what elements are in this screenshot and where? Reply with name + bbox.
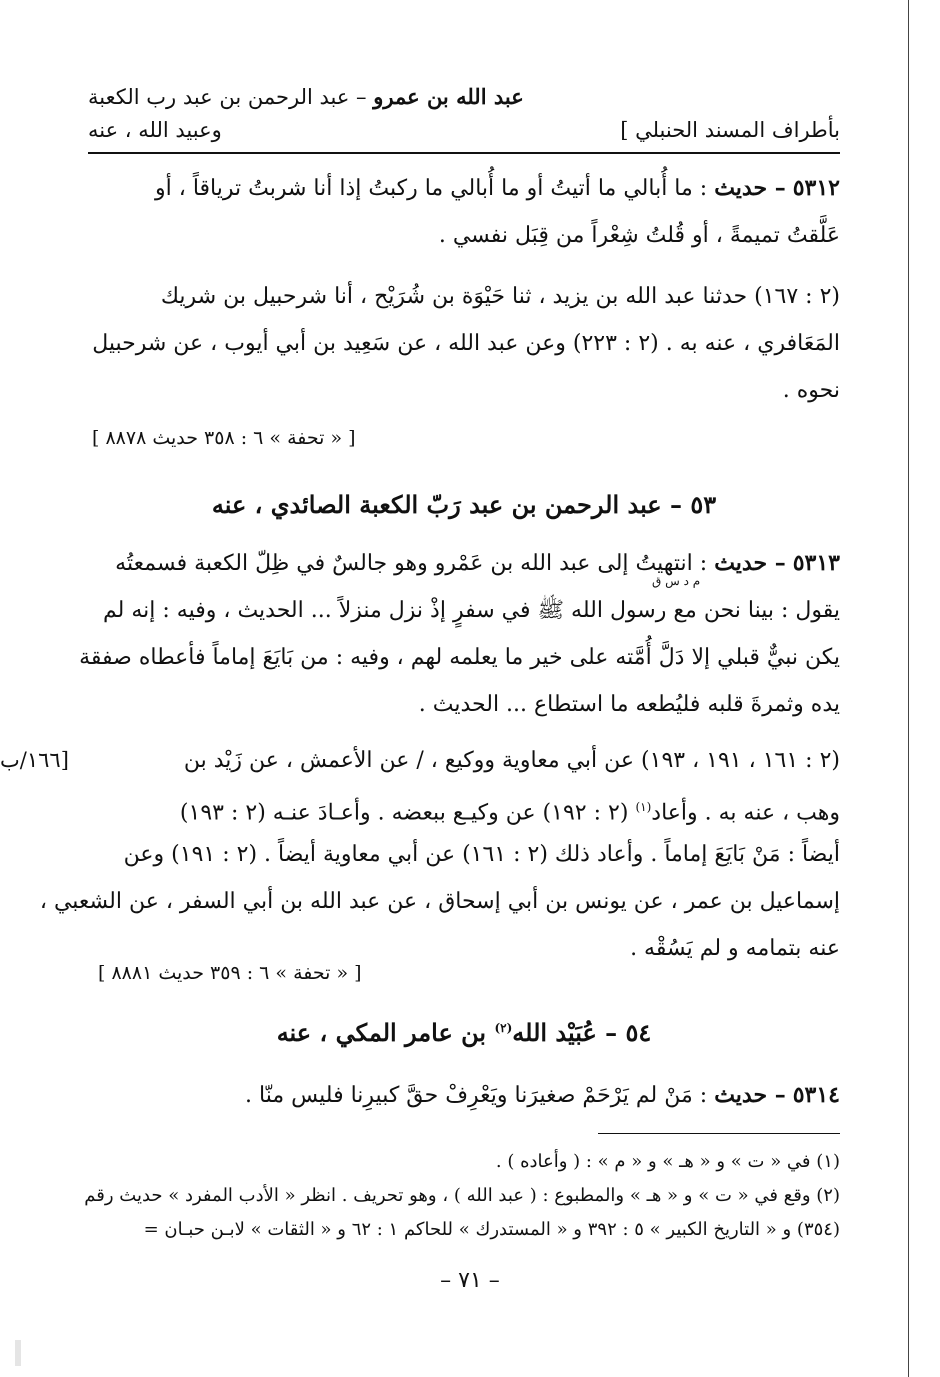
hadith-5312 [88, 165, 840, 259]
hadith-text: : مَنْ لم يَرْحَمْ صغيرَنا ويَعْرِفْ حقَّ كبيرِنا فليس منّا . [245, 1083, 715, 1108]
collection-symbols: م د س ق [652, 574, 701, 588]
section-heading-53: ٥٣ – عبد الرحمن بن عبد رَبّ الكعبة الصائدي ، عنه [211, 490, 717, 519]
page-number: – ٧١ – [440, 1268, 500, 1293]
hadith-5312-isnad [88, 273, 840, 414]
hadith-5313-isnad [39, 737, 840, 972]
header-section-rest: – عبد الرحمن بن عبد رب الكعبة [88, 85, 374, 109]
page-edge-line [908, 0, 909, 1377]
hadith-5313-line1 [88, 540, 840, 587]
footnote-separator [598, 1133, 840, 1134]
isnad-line: أيضاً : مَنْ بَايَعَ إماماً . وأعاد ذلك (٢ : ١٦١) عن أبي معاوية أيضاً . (٢ : ١٩١) وعن [123, 842, 840, 867]
running-header [88, 80, 840, 150]
heading-54-prefix: ٥٤ – عُبَيْد الله [512, 1018, 652, 1047]
hadith-5314-line1 [88, 1072, 840, 1119]
tuhfa-reference-5313: [ « تحفة » ٦ : ٣٥٩ حديث ٨٨٨١ ] [98, 962, 362, 984]
hadith-5312-line2: عَلَّقتُ تميمةً ، أو قُلتُ شِعْراً من قِبَل نفسي . [438, 223, 840, 248]
header-book-title: بأطراف المسند الحنبلي ] [620, 118, 840, 142]
heading-54-suffix: بن عامر المكي ، عنه [276, 1018, 495, 1047]
isnad-line: إسماعيل بن عمر ، عن يونس بن أبي إسحاق ، عن عبد الله بن أبي السفر ، عن الشعبي ، [39, 889, 840, 914]
hadith-text: : ما أُبالي ما أتيتُ أو ما أُبالي ما ركبتُ إذا أنا شربتُ ترياقاً ، أو [155, 176, 715, 201]
footnotes [84, 1145, 840, 1247]
hadith-5313-line2: يقول : بينا نحن مع رسول الله ﷺ في سفرٍ إذْ نزل منزلاً ... الحديث ، وفيه : إنه لم [103, 598, 840, 623]
tuhfa-reference-5312: [ « تحفة » ٦ : ٣٥٨ حديث ٨٨٧٨ ] [92, 427, 356, 449]
header-narrator-name: عبد الله بن عمرو [373, 84, 524, 109]
footnote-marker-1: (١) [635, 800, 652, 814]
isnad-line: عنه بتمامه و لم يَسُقْه . [630, 936, 840, 961]
isnad-line: (٢ : ١٦١ ، ١٩١ ، ١٩٣) عن أبي معاوية ووكيع ، / عن الأعمش ، عن زَيْد بن [183, 748, 840, 773]
hadith-5313 [79, 540, 840, 728]
header-section-title [88, 84, 524, 109]
hadith-number: ٥٣١٢ [792, 175, 840, 201]
hadith-5312-line1 [88, 165, 840, 212]
hadith-5314 [88, 1072, 840, 1119]
footnote-2-cont: (٣٥٤) و « التاريخ الكبير » ٥ : ٣٩٢ و « المستدرك » للحاكم ١ : ٦٢ و « الثقات » لابـن حبـان = [143, 1219, 840, 1240]
isnad-line [88, 784, 840, 831]
footnote-2: (٢) وقع في « ت » و « هـ » والمطبوع : ( عبد الله ) ، وهو تحريف . انظر « الأدب المفرد » حديث رقم [84, 1185, 840, 1206]
hadith-5313-line4: يده وثمرةَ قلبه فليُطعه ما استطاع ... الحديث . [418, 692, 840, 717]
isnad-text: (٢ : ١٩٢) عن وكيـع ببعضه . وأعـادَ عنـه (٢ : ١٩٣) [179, 800, 629, 826]
hadith-keyword: – حديث [714, 175, 786, 201]
footnote-marker-2: (٢) [494, 1021, 513, 1035]
scan-mark [15, 1340, 21, 1366]
isnad-line: نحوه . [782, 378, 840, 403]
manuscript-folio-note: [١٦٦/ب [0, 748, 69, 772]
hadith-number: ٥٣١٣ [792, 550, 840, 576]
hadith-5313-line3: يكن نبيٌّ قبلي إلا دَلَّ أُمَّته على خير ما يعلمه لهم ، وفيه : من بَايَعَ إماماً فأعطاه صفقة [79, 645, 840, 670]
footnote-1: (١) في « ت » و « هـ » و « م » : ( وأعاده ) . [495, 1151, 840, 1172]
section-heading-54 [88, 1018, 840, 1047]
header-rule [88, 152, 840, 154]
hadith-keyword: – حديث [714, 550, 786, 576]
isnad-text: وهب ، عنه به . وأعاد [651, 800, 840, 826]
isnad-line: المَعَافري ، عنه به . (٢ : ٢٢٣) وعن عبد الله ، عن سَعِيد بن أبي أيوب ، عن شرحبيل [92, 331, 840, 356]
hadith-keyword: – حديث [714, 1082, 786, 1108]
header-section-title-line2: وعبيد الله ، عنه [88, 118, 222, 142]
hadith-text: : انتهيتُ إلى عبد الله بن عَمْرو وهو جالسٌ في ظِلّ الكعبة فسمعتُه [115, 551, 715, 576]
isnad-line: (٢ : ١٦٧) حدثنا عبد الله بن يزيد ، ثنا حَيْوَة بن شُرَيْح ، أنا شرحبيل بن شريك [160, 284, 840, 309]
hadith-number: ٥٣١٤ [792, 1082, 840, 1108]
